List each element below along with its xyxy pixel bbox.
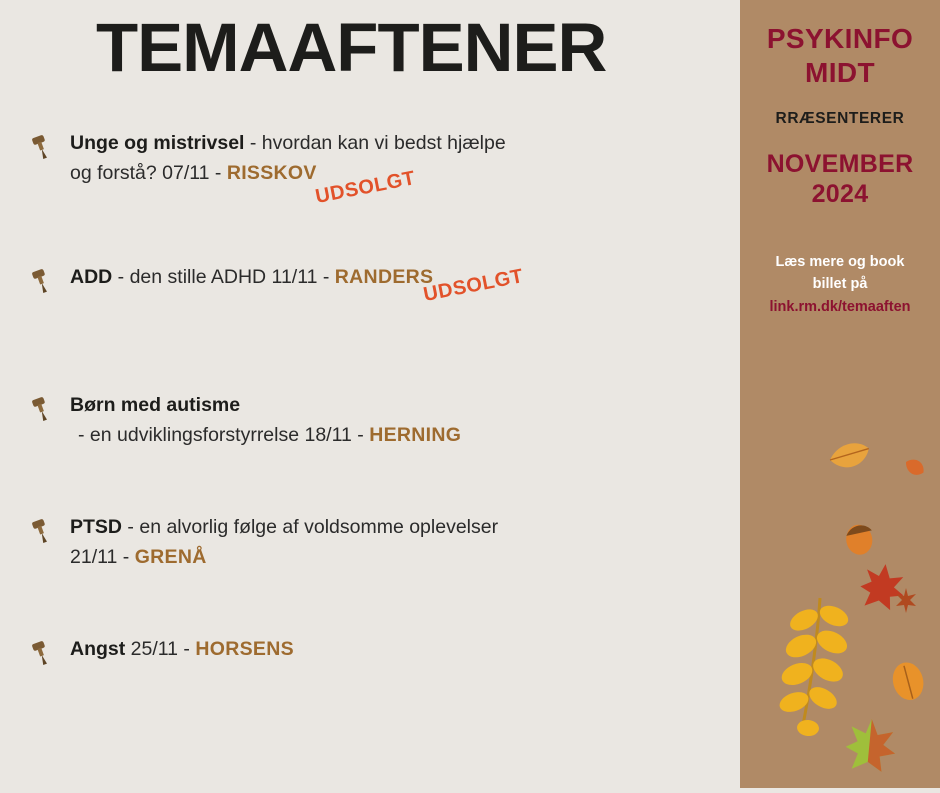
list-item [0, 128, 740, 209]
list-item [0, 390, 740, 454]
status-badge: UDSOLGT [313, 167, 418, 209]
event-desc: - en udviklingsforstyrrelse 18/11 - [78, 424, 370, 446]
event-city: RISSKOV [226, 162, 317, 184]
pushpin-icon [28, 268, 54, 294]
booking-text [740, 251, 940, 295]
event-desc: 25/11 - [125, 638, 196, 660]
brand-name [740, 22, 940, 90]
poster-sidebar [740, 0, 940, 788]
event-date: og forstå? 07/11 - [70, 162, 227, 184]
event-line-1 [70, 262, 740, 292]
list-item [0, 512, 740, 576]
list-item [0, 262, 740, 326]
event-title: Unge og mistrivsel [70, 132, 245, 154]
event-city: RANDERS [334, 266, 434, 288]
event-line-2 [70, 542, 740, 572]
event-line-1 [70, 390, 740, 420]
brand-line-1: PSYKINFO [766, 23, 914, 54]
event-line-1 [70, 512, 740, 542]
month-label: NOVEMBER [766, 150, 914, 178]
booking-line-1: Læs mere og book [775, 254, 905, 270]
status-badge: UDSOLGT [421, 265, 526, 307]
event-title: Angst [70, 638, 126, 660]
presents-label: RRÆSENTERER [775, 110, 905, 127]
booking-line-2: billet på [812, 276, 868, 292]
list-item [0, 634, 740, 698]
event-title: ADD [70, 266, 113, 288]
event-title: PTSD [70, 516, 123, 538]
booking-link[interactable]: link.rm.dk/temaaften [769, 299, 911, 315]
event-date: 21/11 - [70, 546, 135, 568]
page-title: TEMAAFTENER [96, 9, 607, 86]
event-desc: - en alvorlig følge af voldsomme oplevelser [122, 516, 499, 538]
event-line-1 [70, 128, 740, 158]
year-label: 2024 [811, 180, 869, 208]
pushpin-icon [28, 518, 54, 544]
autumn-leaves-illustration [740, 440, 940, 788]
event-line-1 [70, 634, 740, 664]
event-city: HORSENS [195, 638, 294, 660]
event-desc: - hvordan kan vi bedst hjælpe [244, 132, 506, 154]
pushpin-icon [28, 640, 54, 666]
event-city: HERNING [369, 424, 462, 446]
event-desc: - den stille ADHD 11/11 - [112, 266, 335, 288]
event-city: GRENÅ [134, 546, 207, 568]
event-title: Børn med autisme [70, 394, 241, 416]
event-line-2 [70, 420, 740, 450]
pushpin-icon [28, 134, 54, 160]
event-list [0, 128, 740, 698]
brand-line-2: MIDT [804, 57, 876, 88]
pushpin-icon [28, 396, 54, 422]
